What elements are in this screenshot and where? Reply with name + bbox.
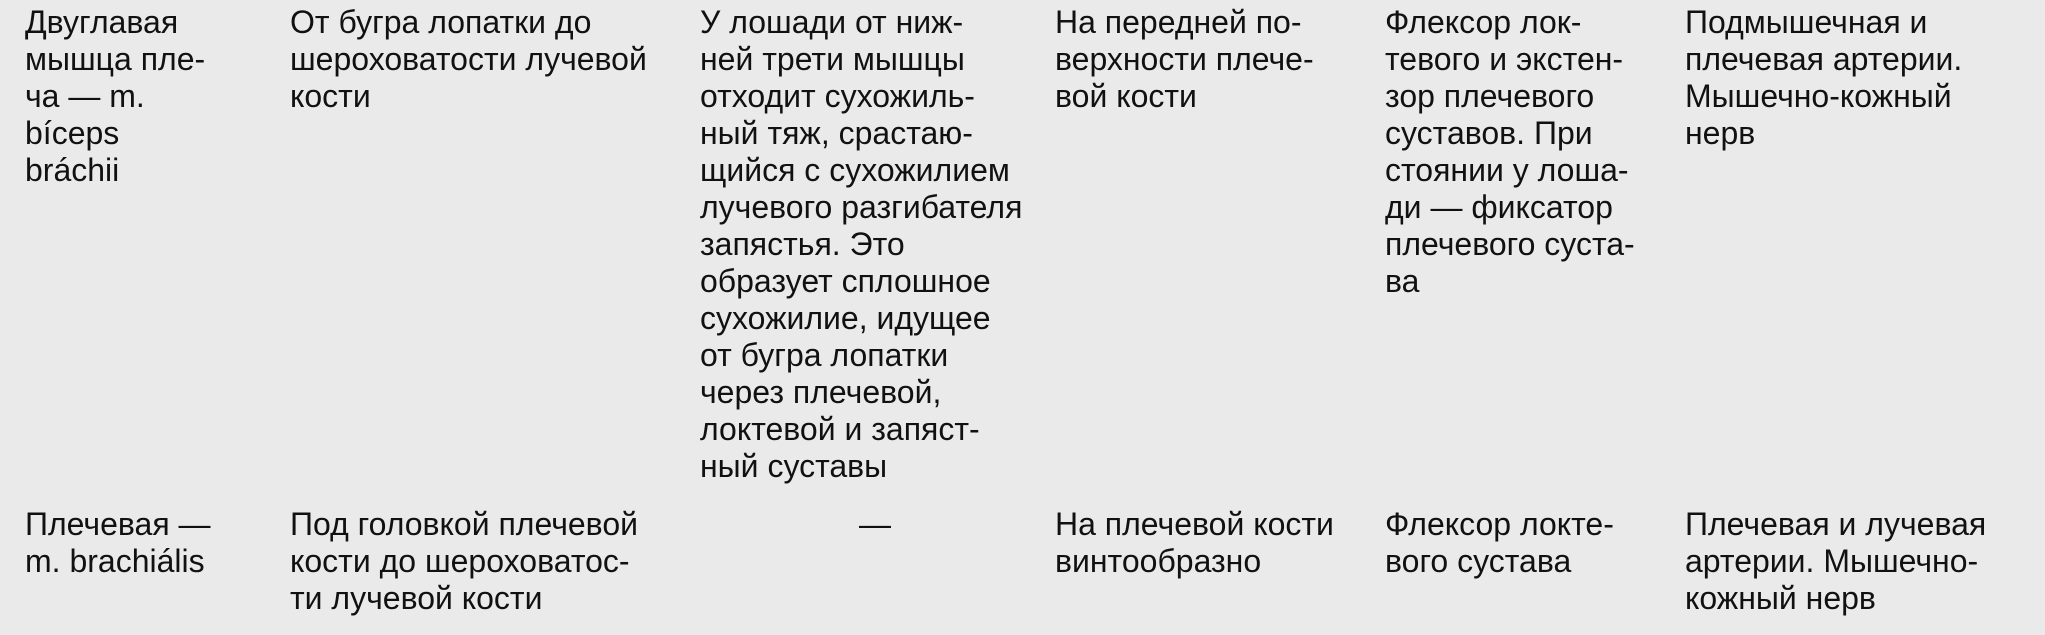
table-cell-location: На передней по- верхности плече- вой кости bbox=[1055, 4, 1314, 114]
table-cell-equine-features: У лошади от ниж- ней трети мышцы отходит сухожиль- ный тяж, срастаю- щийся с сухожилием лучевого разгибателя запястья. Это образует сплошное сухожилие, идущее от бугра лопатки через плечевой, локтевой и запяст- ный суставы bbox=[700, 4, 1023, 484]
table-cell-function: Флексор локте- вого сустава bbox=[1385, 506, 1614, 579]
table-cell-function: Флексор лок- тевого и экстен- зор плечевого суставов. При стоянии у лоша- ди — фиксатор плечевого суста- ва bbox=[1385, 4, 1635, 299]
table-cell-muscle-name: Плечевая — m. brachiális bbox=[25, 506, 211, 579]
table-cell-supply: Подмышечная и плечевая артерии. Мышечно-кожный нерв bbox=[1685, 4, 1963, 151]
table-cell-equine-features: — bbox=[859, 506, 891, 542]
table-cell-supply: Плечевая и лучевая артерии. Мышечно- кожный нерв bbox=[1685, 506, 1987, 616]
table-cell-muscle-name: Двуглавая мышца пле- ча — m. bíceps bráchii bbox=[25, 4, 206, 188]
table-cell-location: На плечевой кости винтообразно bbox=[1055, 506, 1334, 579]
table-cell-origin-insertion: Под головкой плечевой кости до шероховатос- ти лучевой кости bbox=[290, 506, 638, 616]
table-cell-origin-insertion: От бугра лопатки до шероховатости лучевой кости bbox=[290, 4, 647, 114]
